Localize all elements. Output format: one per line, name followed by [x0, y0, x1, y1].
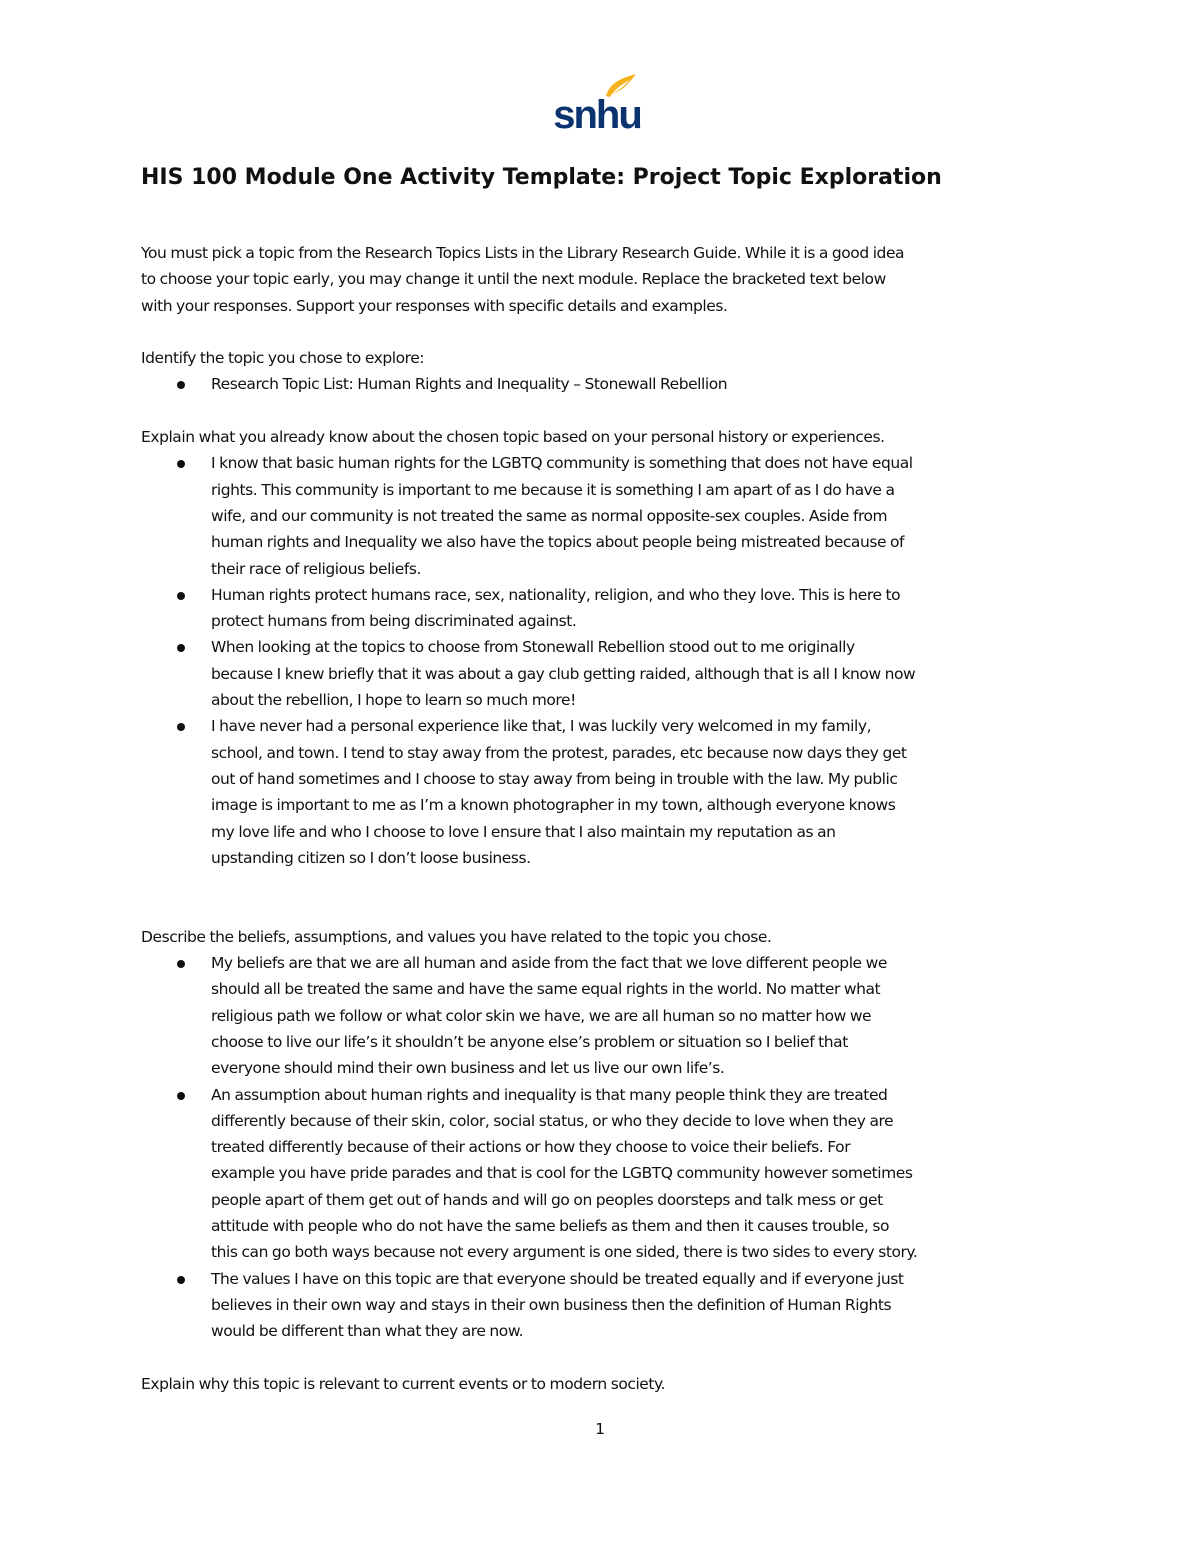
bullet-line: wife, and our community is not treated the same as normal opposite-sex couples. Aside from	[211, 506, 888, 525]
bullet-line: school, and town. I tend to stay away from the protest, parades, etc because now days they get	[211, 743, 907, 762]
bullet-line: because I knew briefly that it was about a gay club getting raided, although that is all I know now	[211, 664, 916, 683]
list-item	[211, 634, 1071, 713]
list-item	[211, 1266, 1071, 1345]
bullet-line: I know that basic human rights for the LGBTQ community is something that does not have equal	[211, 454, 913, 473]
bullet-list	[141, 950, 1071, 1344]
section-topic	[141, 345, 1071, 398]
bullet-line: attitude with people who do not have the same beliefs as them and then it causes trouble, so	[211, 1216, 889, 1235]
bullet-line: differently because of their skin, color, social status, or who they decide to love when they are	[211, 1111, 894, 1130]
bullet-line: upstanding citizen so I don’t loose business.	[211, 848, 531, 867]
document-title: HIS 100 Module One Activity Template: Project Topic Exploration	[141, 165, 942, 190]
bullet-line: would be different than what they are now.	[211, 1322, 524, 1341]
bullet-line: religious path we follow or what color skin we have, we are all human so no matter how we	[211, 1006, 872, 1025]
bullet-line: choose to live our life’s it shouldn’t be anyone else’s problem or situation so I belief that	[211, 1032, 848, 1051]
list-item	[211, 450, 1071, 581]
section-prompt: Explain why this topic is relevant to current events or to modern society.	[141, 1374, 665, 1393]
bullet-line: protect humans from being discriminated against.	[211, 612, 577, 631]
bullet-line: Research Topic List: Human Rights and Inequality – Stonewall Rebellion	[211, 375, 728, 394]
bullet-line: My beliefs are that we are all human and aside from the fact that we love different people we	[211, 954, 887, 973]
bullet-line: The values I have on this topic are that everyone should be treated equally and if everyone just	[211, 1269, 904, 1288]
bullet-line: An assumption about human rights and inequality is that many people think they are treated	[211, 1085, 888, 1104]
bullet-line: I have never had a personal experience like that, I was luckily very welcomed in my family,	[211, 717, 872, 736]
bullet-line: human rights and Inequality we also have the topics about people being mistreated because of	[211, 533, 905, 552]
bullet-line: about the rebellion, I hope to learn so much more!	[211, 691, 576, 710]
section-prompt: Identify the topic you chose to explore:	[141, 349, 425, 368]
intro-line: with your responses. Support your responses with specific details and examples.	[141, 296, 728, 315]
bullet-line: everyone should mind their own business and let us live our own life’s.	[211, 1059, 725, 1078]
intro-line: to choose your topic early, you may change it until the next module. Replace the bracketed text below	[141, 270, 886, 289]
list-item	[211, 1082, 1071, 1266]
section-knowledge	[141, 424, 1071, 871]
bullet-line: rights. This community is important to me because it is something I am apart of as I do have a	[211, 480, 895, 499]
list-item	[211, 371, 1071, 397]
section-prompt: Explain what you already know about the chosen topic based on your personal history or experiences.	[141, 428, 885, 447]
snhu-logo-graphic	[552, 70, 642, 136]
section-prompt: Describe the beliefs, assumptions, and values you have related to the topic you chose.	[141, 927, 772, 946]
section-beliefs	[141, 924, 1071, 1345]
bullet-list	[141, 371, 1071, 397]
bullet-line: my love life and who I choose to love I ensure that I also maintain my reputation as an	[211, 822, 836, 841]
section-relevance	[141, 1371, 1071, 1397]
bullet-line: believes in their own way and stays in their own business then the definition of Human Rights	[211, 1295, 892, 1314]
intro-line: You must pick a topic from the Research Topics Lists in the Library Research Guide. While it is a good idea	[141, 244, 905, 262]
bullet-line: image is important to me as I’m a known photographer in my town, although everyone knows	[211, 796, 896, 815]
bullet-line: treated differently because of their actions or how they choose to voice their beliefs. For	[211, 1138, 851, 1157]
bullet-line: example you have pride parades and that is cool for the LGBTQ community however sometimes	[211, 1164, 913, 1183]
document-body	[141, 240, 1071, 1397]
bullet-list	[141, 450, 1071, 871]
snhu-logo	[552, 70, 642, 136]
bullet-line: When looking at the topics to choose from Stonewall Rebellion stood out to me originally	[211, 638, 855, 657]
intro-paragraph	[141, 240, 1071, 319]
bullet-line: Human rights protect humans race, sex, nationality, religion, and who they love. This is here to	[211, 585, 901, 604]
bullet-line: should all be treated the same and have the same equal rights in the world. No matter what	[211, 980, 881, 999]
bullet-line: people apart of them get out of hands and will go on peoples doorsteps and talk mess or get	[211, 1190, 883, 1209]
list-item	[211, 713, 1071, 871]
page-number: 1	[595, 1420, 605, 1438]
bullet-line: this can go both ways because not every argument is one sided, there is two sides to every story.	[211, 1243, 918, 1262]
list-item	[211, 582, 1071, 635]
bullet-line: out of hand sometimes and I choose to stay away from being in trouble with the law. My public	[211, 769, 898, 788]
logo-wordmark: snhu	[553, 93, 641, 136]
list-item	[211, 950, 1071, 1081]
bullet-line: their race of religious beliefs.	[211, 559, 421, 578]
